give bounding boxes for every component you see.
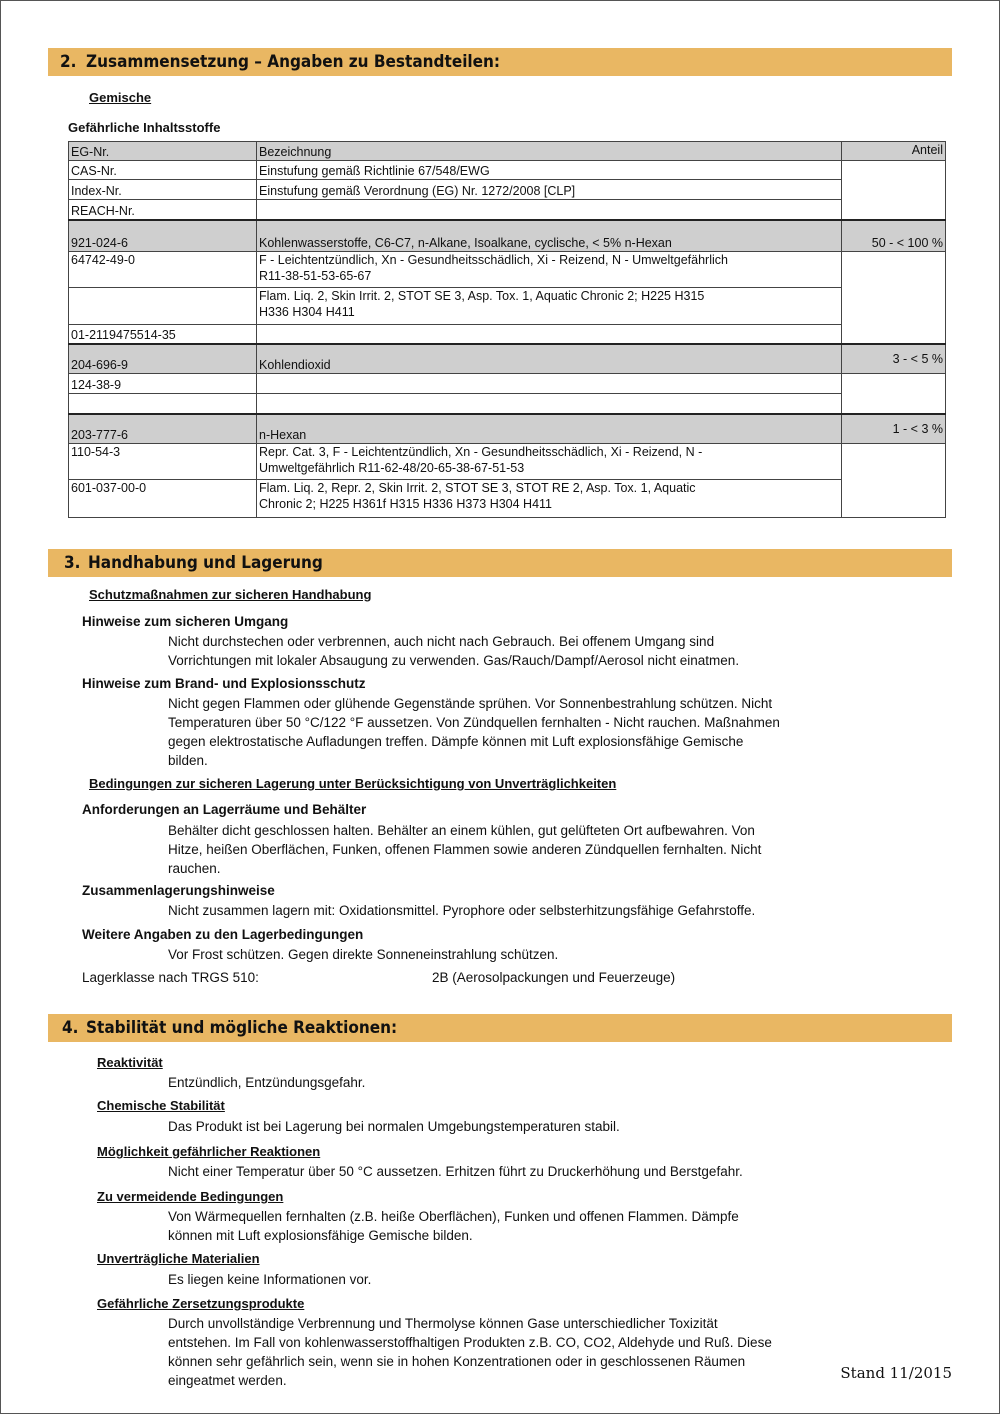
table-row	[69, 414, 946, 444]
table-row	[69, 394, 946, 414]
table-row	[69, 161, 946, 180]
table-row	[69, 325, 946, 344]
text-line: Durch unvollständige Verbrennung und Thermolyse können Gase unterschiedlicher Toxizität	[168, 1316, 718, 1331]
share-value: 50 - < 100 %	[842, 220, 946, 252]
text-line: Behälter dicht geschlossen halten. Behälter an einem kühlen, gut gelüfteten Ort aufbewahren. Von	[168, 823, 755, 838]
subheading-gemische: Gemische	[89, 90, 152, 105]
text-further-storage: Vor Frost schützen. Gegen direkte Sonneneinstrahlung schützen.	[168, 947, 559, 962]
table-row	[69, 220, 946, 252]
subheading-storage: Bedingungen zur sicheren Lagerung unter Berücksichtigung von Unverträglichkeiten	[89, 776, 617, 791]
heading-incompatible-materials: Unverträgliche Materialien	[97, 1251, 260, 1266]
text-joint-storage: Nicht zusammen lagern mit: Oxidationsmittel. Pyrophore oder selbsterhitzungsfähige Gefahrstoffe.	[168, 903, 756, 918]
text-line: Von Wärmequellen fernhalten (z.B. heiße Oberflächen), Funken und offenen Flammen. Dämpfe	[168, 1209, 739, 1224]
classification-clp: Chronic 2; H225 H361f H315 H336 H373 H304 H411	[259, 497, 553, 511]
ingredients-table	[68, 141, 946, 518]
text-line: Hitze, heißen Oberflächen, Funken, offenen Flammen sowie anderen Zündquellen fernhalten. Nicht	[168, 842, 762, 857]
text-safe-handling	[168, 632, 739, 670]
eg-number: 204-696-9	[69, 344, 257, 374]
header-cell: REACH-Nr.	[69, 200, 257, 220]
section-4-header	[48, 1014, 952, 1042]
text-line: Vorrichtungen mit lokaler Absaugung zu verwenden. Gas/Rauch/Dampf/Aerosol nicht einatmen.	[168, 653, 740, 668]
text-line: gegen elektrostatische Aufladungen treffen. Dämpfe können mit Luft explosionsfähige Gemische	[168, 734, 744, 749]
header-cell: EG-Nr.	[69, 142, 257, 161]
table-row	[69, 344, 946, 374]
text-decomposition-products	[168, 1314, 772, 1390]
text-line: rauchen.	[168, 861, 221, 876]
table-row	[69, 374, 946, 394]
index-number: 601-037-00-0	[69, 480, 257, 518]
cas-number: 124-38-9	[69, 374, 257, 394]
text-fire-protection	[168, 694, 780, 770]
heading-chemical-stability: Chemische Stabilität	[97, 1098, 225, 1113]
section-number: 4.	[62, 1018, 79, 1038]
table-row	[69, 288, 946, 325]
section-title: Stabilität und mögliche Reaktionen:	[86, 1018, 398, 1038]
table-row	[69, 252, 946, 288]
text-hazardous-reactions: Nicht einer Temperatur über 50 °C aussetzen. Erhitzen führt zu Druckerhöhung und Berstgefahr.	[168, 1164, 743, 1179]
substance-name: Kohlenwasserstoffe, C6-C7, n-Alkane, Isoalkane, cyclische, < 5% n-Hexan	[257, 220, 842, 252]
classification-67: Umweltgefährlich R11-62-48/20-65-38-67-51-53	[259, 461, 525, 475]
table-caption: Gefährliche Inhaltsstoffe	[68, 120, 221, 135]
section-3-header	[48, 549, 952, 577]
section-number: 3.	[64, 553, 81, 573]
reach-number: 01-2119475514-35	[69, 325, 257, 344]
share-value: 3 - < 5 %	[842, 344, 946, 374]
header-cell: Einstufung gemäß Verordnung (EG) Nr. 1272/2008 [CLP]	[257, 180, 842, 200]
text-reactivity: Entzündlich, Entzündungsgefahr.	[168, 1075, 366, 1090]
text-line: bilden.	[168, 753, 208, 768]
header-cell: Bezeichnung	[257, 142, 842, 161]
table-row	[69, 200, 946, 220]
text-line: Nicht gegen Flammen oder glühende Gegenstände sprühen. Vor Sonnenbestrahlung schützen. Nicht	[168, 696, 773, 711]
classification-clp: Flam. Liq. 2, Skin Irrit. 2, STOT SE 3, Asp. Tox. 1, Aquatic Chronic 2; H225 H315	[259, 289, 705, 303]
heading-storage-rooms: Anforderungen an Lagerräume und Behälter	[82, 802, 367, 817]
section-number: 2.	[60, 52, 77, 72]
text-line: können mit Luft explosionsfähige Gemische bilden.	[168, 1228, 473, 1243]
index-number	[69, 288, 257, 325]
table-row	[69, 444, 946, 480]
classification-clp: Flam. Liq. 2, Repr. 2, Skin Irrit. 2, STOT SE 3, STOT RE 2, Asp. Tox. 1, Aquatic	[259, 481, 696, 495]
table-row	[69, 142, 946, 161]
text-line: eingeatmet werden.	[168, 1373, 287, 1388]
substance-name: n-Hexan	[257, 414, 842, 444]
heading-further-storage: Weitere Angaben zu den Lagerbedingungen	[82, 927, 364, 942]
section-title: Handhabung und Lagerung	[88, 553, 323, 573]
heading-safe-handling: Hinweise zum sicheren Umgang	[82, 614, 289, 629]
subheading-handling: Schutzmaßnahmen zur sicheren Handhabung	[89, 587, 372, 602]
text-line: können sehr gefährlich sein, wenn sie in hohen Konzentrationen oder in geschlossenen Räumen	[168, 1354, 746, 1369]
storage-class-label: Lagerklasse nach TRGS 510:	[82, 970, 259, 985]
share-value: 1 - < 3 %	[842, 414, 946, 444]
heading-hazardous-reactions: Möglichkeit gefährlicher Reaktionen	[97, 1144, 321, 1159]
cas-number: 64742-49-0	[69, 252, 257, 288]
classification-clp: H336 H304 H411	[259, 305, 355, 319]
heading-conditions-to-avoid: Zu vermeidende Bedingungen	[97, 1189, 284, 1204]
text-conditions-to-avoid	[168, 1207, 739, 1245]
classification-67: F - Leichtentzündlich, Xn - Gesundheitsschädlich, Xi - Reizend, N - Umweltgefährlich	[259, 253, 728, 267]
heading-decomposition-products: Gefährliche Zersetzungsprodukte	[97, 1296, 305, 1311]
cas-number: 110-54-3	[69, 444, 257, 480]
text-incompatible-materials: Es liegen keine Informationen vor.	[168, 1272, 372, 1287]
revision-date: Stand 11/2015	[840, 1364, 952, 1382]
section-2-header	[48, 48, 952, 76]
table-row	[69, 480, 946, 518]
classification-67: R11-38-51-53-65-67	[259, 269, 372, 283]
heading-joint-storage: Zusammenlagerungshinweise	[82, 883, 275, 898]
substance-name: Kohlendioxid	[257, 344, 842, 374]
header-cell: Einstufung gemäß Richtlinie 67/548/EWG	[257, 161, 842, 180]
text-chemical-stability: Das Produkt ist bei Lagerung bei normalen Umgebungstemperaturen stabil.	[168, 1119, 620, 1134]
heading-reactivity: Reaktivität	[97, 1055, 163, 1070]
eg-number: 203-777-6	[69, 414, 257, 444]
eg-number: 921-024-6	[69, 220, 257, 252]
classification-67: Repr. Cat. 3, F - Leichtentzündlich, Xn - Gesundheitsschädlich, Xi - Reizend, N -	[259, 445, 703, 459]
table-row	[69, 180, 946, 200]
text-line: Temperaturen über 50 °C/122 °F aussetzen. Von Zündquellen fernhalten - Nicht rauchen. Maßnahmen	[168, 715, 780, 730]
storage-class-value: 2B (Aerosolpackungen und Feuerzeuge)	[432, 970, 676, 985]
text-storage-rooms	[168, 821, 761, 878]
text-line: entstehen. Im Fall von kohlenwasserstoffhaltigen Produkten z.B. CO, CO2, Aldehyde und Ruß. Diese	[168, 1335, 772, 1350]
section-title: Zusammensetzung – Angaben zu Bestandteilen:	[86, 52, 501, 72]
text-line: Nicht durchstechen oder verbrennen, auch nicht nach Gebrauch. Bei offenem Umgang sind	[168, 634, 715, 649]
header-cell: CAS-Nr.	[69, 161, 257, 180]
heading-fire-protection: Hinweise zum Brand- und Explosionsschutz	[82, 676, 366, 691]
header-cell: Index-Nr.	[69, 180, 257, 200]
header-cell: Anteil	[842, 142, 946, 161]
